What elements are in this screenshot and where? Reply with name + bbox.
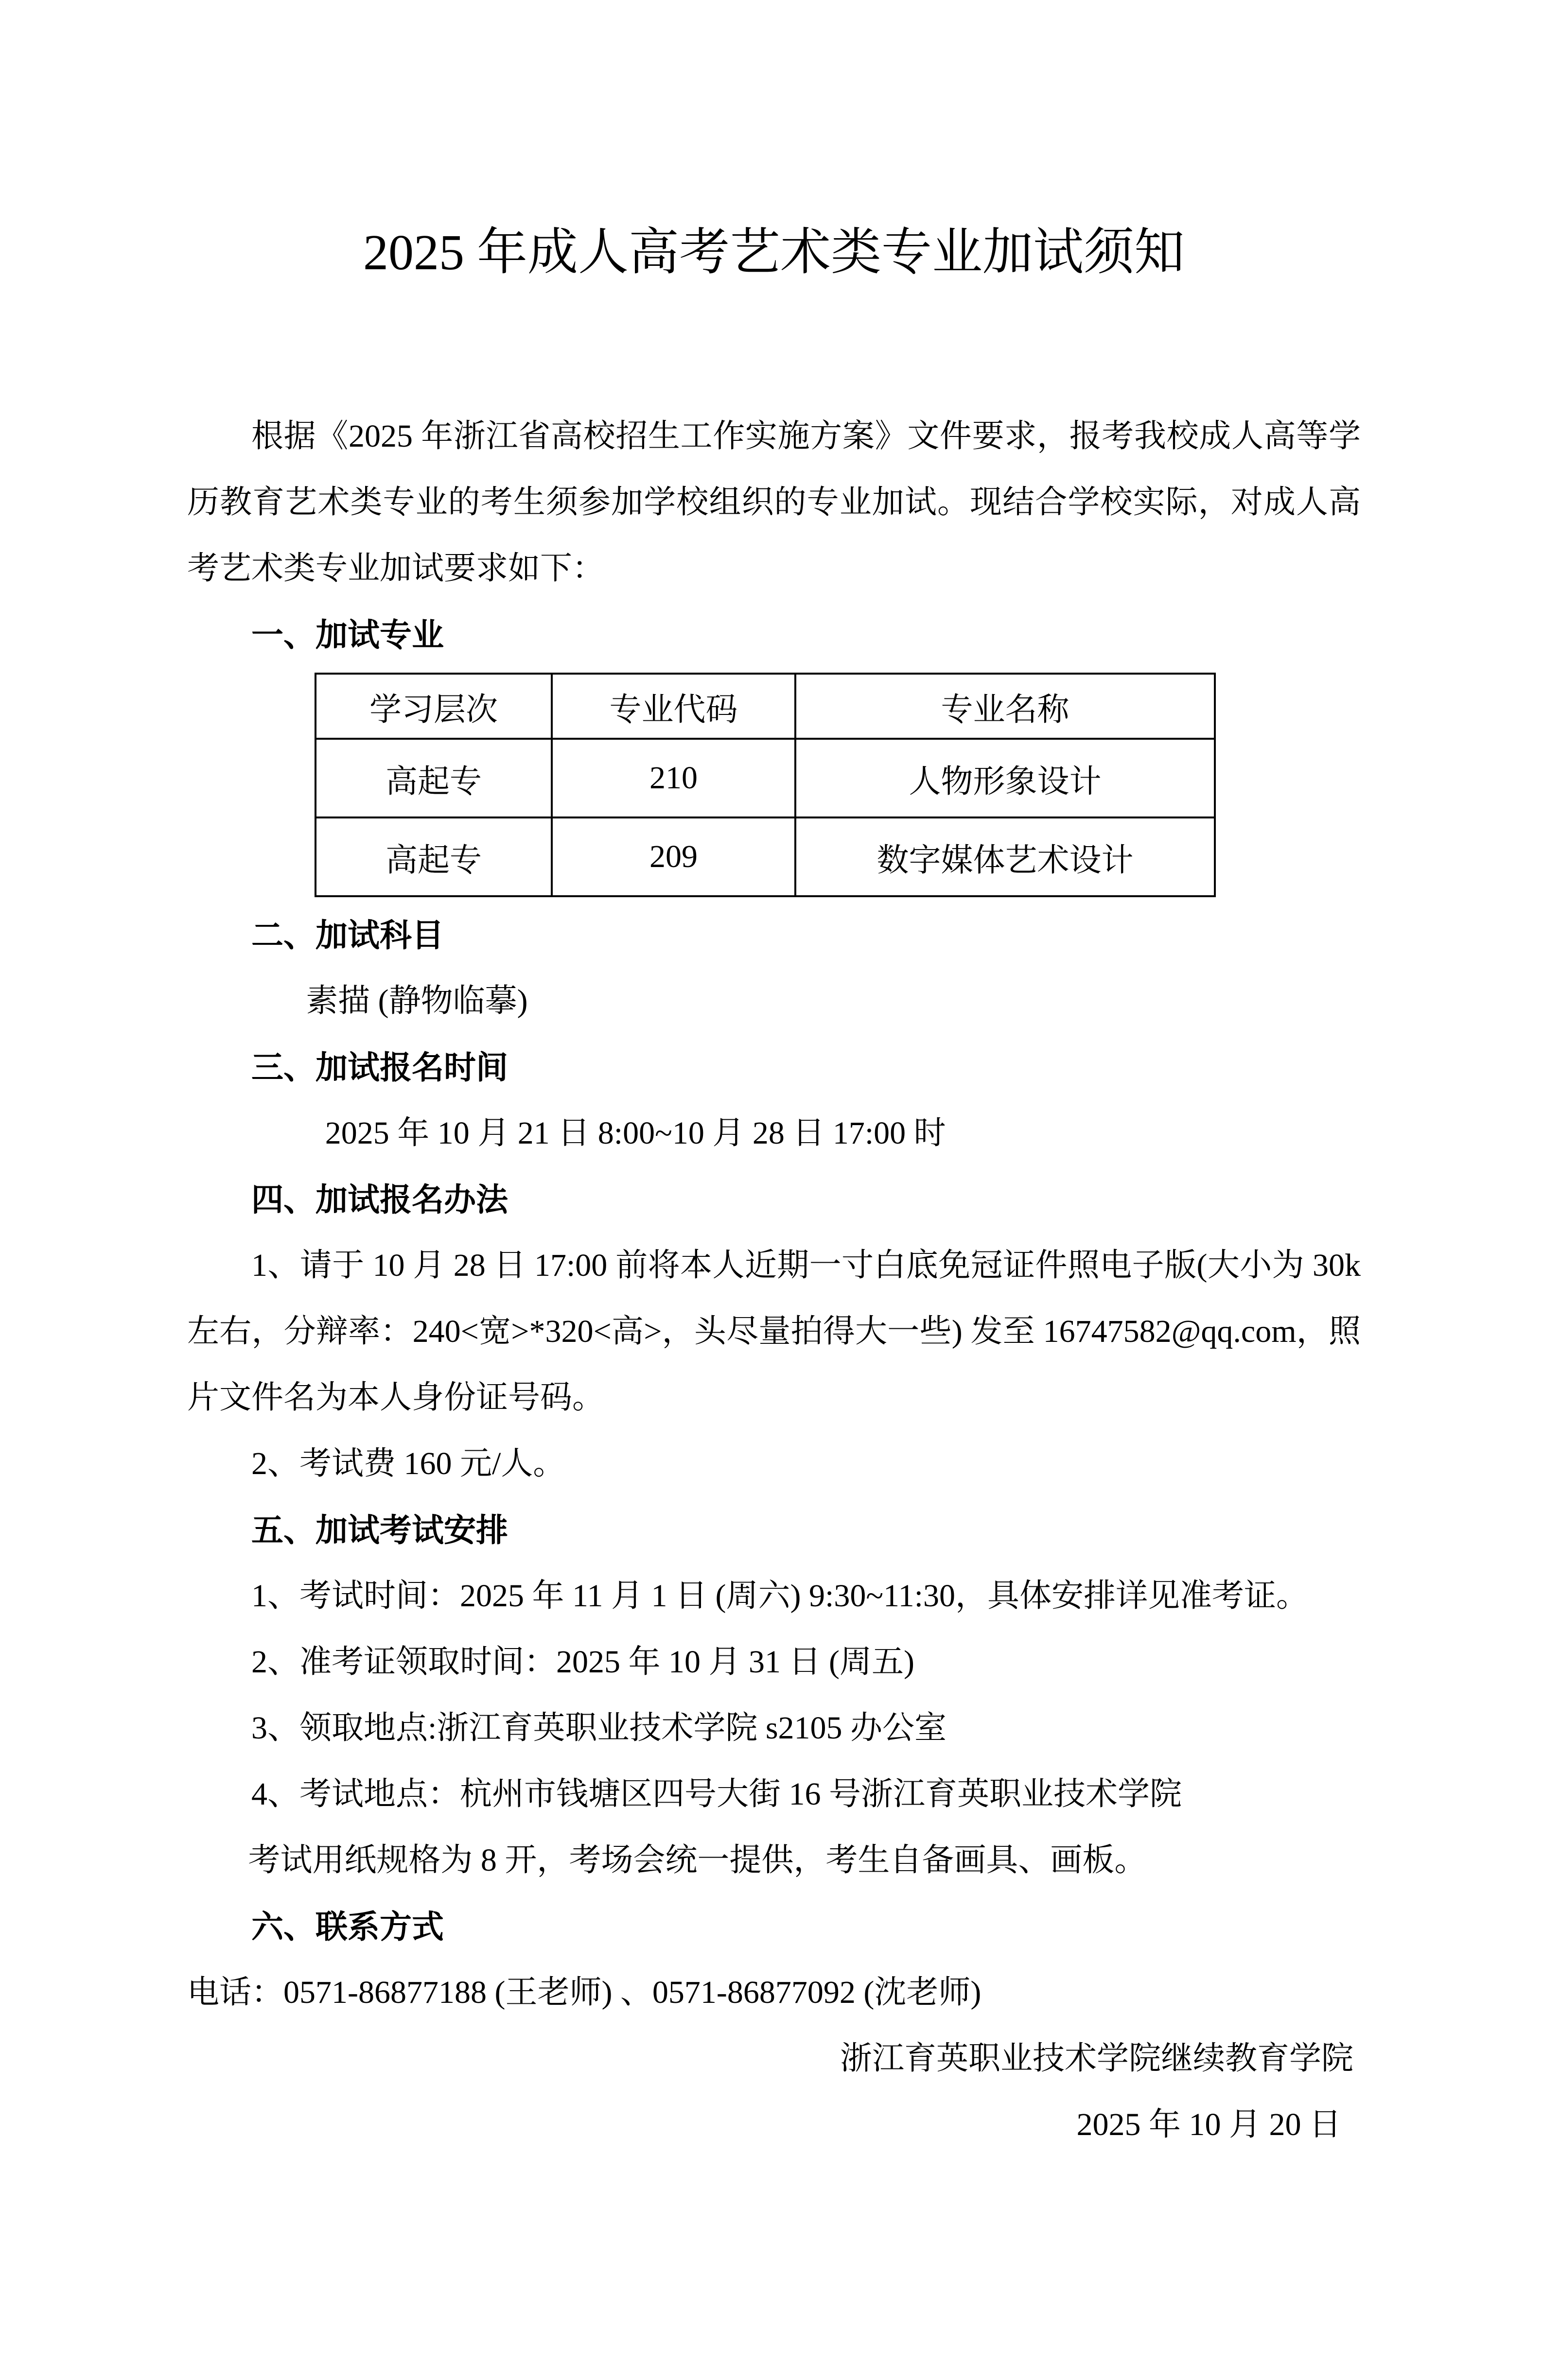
section-3-heading: 三、加试报名时间 [251, 1049, 508, 1085]
cell-code: 210 [552, 739, 795, 817]
header-cell-level: 学习层次 [316, 674, 552, 739]
section-5-heading: 五、加试考试安排 [251, 1512, 508, 1548]
exam-subject-line: 素描 (静物临摹) [306, 983, 528, 1019]
table-row [316, 817, 1215, 896]
section-2-heading: 二、加试科目 [251, 917, 444, 953]
cell-major: 人物形象设计 [795, 739, 1215, 817]
signature-org: 浙江育英职业技术学院继续教育学院 [840, 2041, 1353, 2076]
cell-level: 高起专 [316, 817, 552, 896]
table-header-row [316, 674, 1215, 739]
cell-major: 数字媒体艺术设计 [795, 817, 1215, 896]
document-content [187, 216, 1361, 2158]
header-cell-major: 专业名称 [795, 674, 1215, 739]
intro-paragraph: 根据《2025 年浙江省高校招生工作实施方案》文件要求，报考我校成人高等学历教育艺术类专业的考生须参加学校组织的专业加试。现结合学校实际，对成人高考艺术类专业加试要求如下： [187, 418, 1361, 586]
exam-fee-item: 2、考试费 160 元/人。 [251, 1446, 565, 1481]
exam-location-item: 4、考试地点：杭州市钱塘区四号大街 16 号浙江育英职业技术学院 [251, 1776, 1182, 1812]
cell-level: 高起专 [316, 739, 552, 817]
section-1-heading: 一、加试专业 [251, 617, 444, 653]
registration-time-line: 2025 年 10 月 21 日 8:00~10 月 28 日 17:00 时 [325, 1115, 946, 1151]
signature-date: 2025 年 10 月 20 日 [1076, 2107, 1341, 2142]
ticket-pickup-time-item: 2、准考证领取时间：2025 年 10 月 31 日 (周五) [251, 1644, 914, 1680]
section-4-heading: 四、加试报名办法 [251, 1181, 508, 1217]
exam-paper-note: 考试用纸规格为 8 开，考场会统一提供，考生自备画具、画板。 [248, 1842, 1147, 1878]
majors-table [315, 673, 1216, 897]
photo-requirement-item: 1、请于 10 月 28 日 17:00 前将本人近期一寸白底免冠证件照电子版(大小为 30k 左右，分辩率：240<宽>*320<高>，头尽量拍得大一些) 发至 16747582@qq.com，照片文件名为本人身份证号码。 [187, 1248, 1361, 1415]
header-cell-code: 专业代码 [552, 674, 795, 739]
section-6-heading: 六、联系方式 [251, 1909, 444, 1945]
exam-time-item: 1、考试时间：2025 年 11 月 1 日 (周六) 9:30~11:30，具体安排详见准考证。 [251, 1578, 1308, 1614]
pickup-location-item: 3、领取地点:浙江育英职业技术学院 s2105 办公室 [251, 1710, 947, 1746]
table-row [316, 739, 1215, 817]
page-title: 2025 年成人高考艺术类专业加试须知 [363, 225, 1185, 280]
cell-code: 209 [552, 817, 795, 896]
phone-line: 电话：0571-86877188 (王老师) 、0571-86877092 (沈老师) [187, 1975, 982, 2010]
